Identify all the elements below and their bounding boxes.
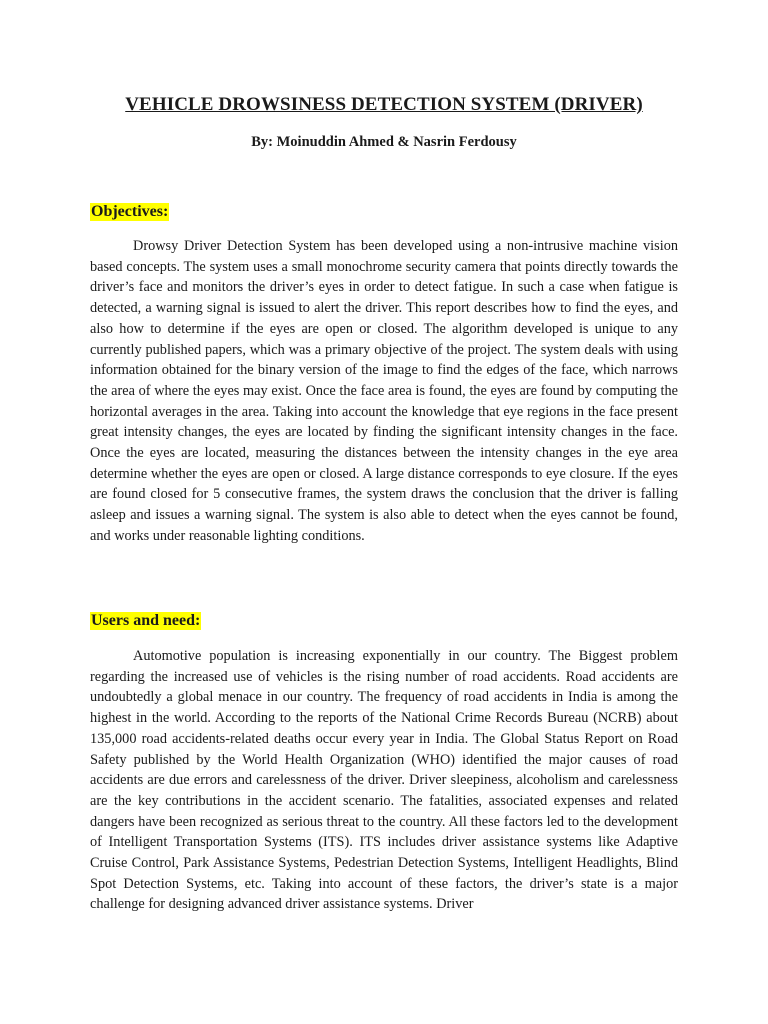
section-heading-users-and-need — [90, 612, 201, 630]
document-authors: By: Moinuddin Ahmed & Nasrin Ferdousy — [251, 134, 517, 150]
document-title: VEHICLE DROWSINESS DETECTION SYSTEM (DRIVER) — [125, 94, 643, 115]
section-body-objectives: Drowsy Driver Detection System has been developed using a non-intrusive machine vision based concepts. The system uses a small monochrome security camera that points directly towards the driver’s face and monitors the driver’s eyes in order to detect fatigue. In such a case when fatigue is detected, a warning signal is issued to alert the driver. This report describes how to find the eyes, and also how to determine if the eyes are open or closed. The algorithm developed is unique to any currently published papers, which was a primary objective of the project. The system deals with using information obtained for the binary version of the image to find the edges of the face, which narrows the area of where the eyes may exist. Once the face area is found, the eyes are found by computing the horizontal averages in the area. Taking into account the knowledge that eye regions in the face present great intensity changes, the eyes are located by finding the significant intensity changes in the face. Once the eyes are located, measuring the distances between the intensity changes in the eye area determine whether the eyes are open or closed. A large distance corresponds to eye closure. If the eyes are found closed for 5 consecutive frames, the system draws the conclusion that the driver is falling asleep and issues a warning signal. The system is also able to detect when the eyes cannot be found, and works under reasonable lighting conditions. — [90, 238, 678, 544]
section-heading-objectives — [90, 203, 169, 221]
section-body-users-and-need: Automotive population is increasing exponentially in our country. The Biggest problem regarding the increased use of vehicles is the rising number of road accidents. Road accidents are undoubtedly a global menace in our country. The frequency of road accidents in India is among the highest in the world. According to the reports of the National Crime Records Bureau (NCRB) about 135,000 road accidents-related deaths occur every year in India. The Global Status Report on Road Safety published by the World Health Organization (WHO) identified the major causes of road accidents are due errors and carelessness of the driver. Driver sleepiness, alcoholism and carelessness are the key contributions in the accident scenario. The fatalities, associated expenses and related dangers have been recognized as serious threat to the country. All these factors led to the development of Intelligent Transportation Systems (ITS). ITS includes driver assistance systems like Adaptive Cruise Control, Park Assistance Systems, Pedestrian Detection Systems, Intelligent Headlights, Blind Spot Detection Systems, etc. Taking into account of these factors, the driver’s state is a major challenge for designing advanced driver assistance systems. Driver — [90, 648, 678, 913]
heading-highlight: Objectives: — [91, 203, 169, 220]
heading-highlight: Users and need: — [91, 612, 201, 629]
